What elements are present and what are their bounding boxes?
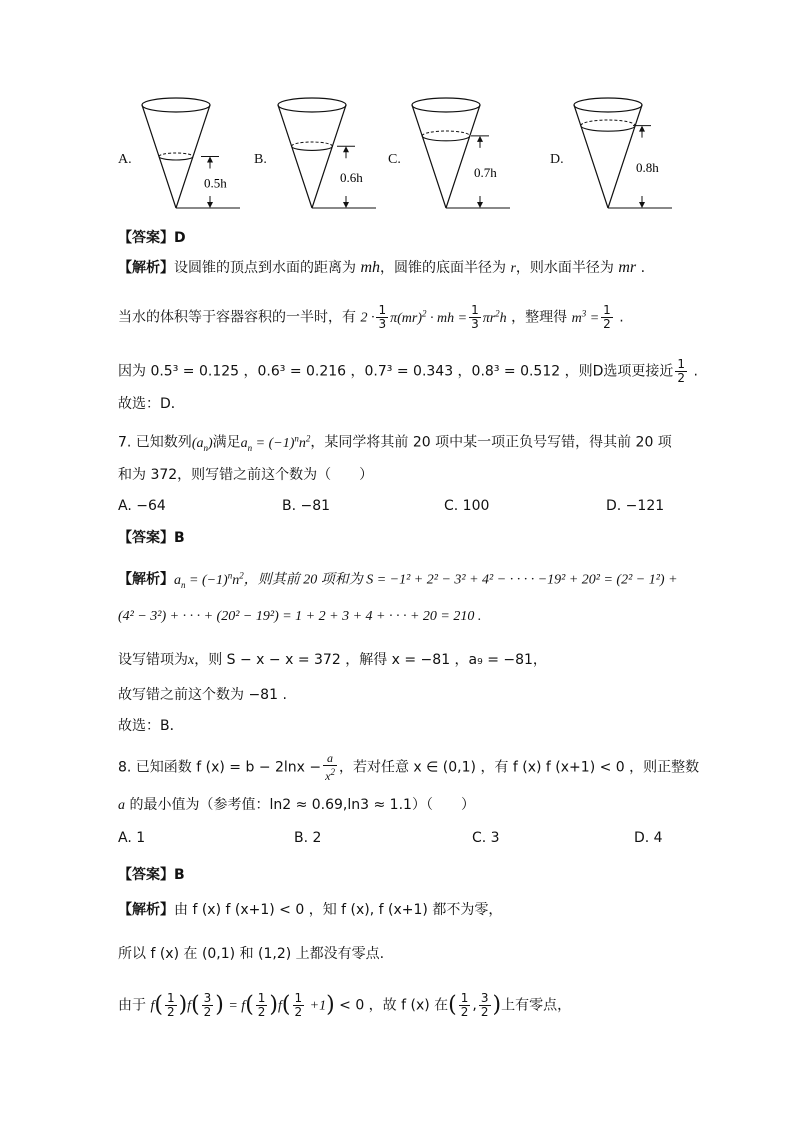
q6-l1b: ，圆锥的底面半径为 bbox=[380, 260, 507, 276]
q8-stem1b: ，若对任意 x ∈ (0,1) ，有 f (x) f (x+1) < 0 ，则正整数 bbox=[338, 759, 700, 776]
water-surface-back bbox=[292, 142, 333, 146]
q7-option-b: B. −81 bbox=[282, 498, 331, 514]
q6-l2b: ，整理得 bbox=[511, 309, 568, 326]
water-surface-back bbox=[581, 120, 635, 126]
height-label: 0.6h bbox=[340, 170, 363, 186]
q6-analysis-line2: 当水的体积等于容器容积的一半时，有 2 · $\frac{1}{3}$ π(mr)$^2$ · mh = $\frac{1}{3}$ $\pi r^2h$ ，整理得 $m^3$ = $\frac{1}{2}$ . bbox=[118, 303, 624, 332]
arrow-down-icon bbox=[477, 202, 483, 208]
arrow-down-icon bbox=[207, 202, 213, 208]
cone-rim bbox=[412, 98, 480, 112]
q8-stem-line1: 8. 已知函数 f (x) = b − 2lnx − $\frac{a}{x^2}$ ，若对任意 x ∈ (0,1) ，有 f (x) f (x+1) < 0 ，则正整数 bbox=[118, 751, 700, 783]
height-label: 0.5h bbox=[204, 175, 227, 191]
q8-answer: 【答案】B bbox=[118, 867, 185, 883]
q8-stem1a: 8. 已知函数 f (x) = b − 2lnx − bbox=[118, 759, 322, 776]
figure-d bbox=[550, 95, 710, 220]
water-surface-front bbox=[292, 146, 333, 150]
cone-side-right bbox=[446, 105, 480, 208]
q7-analysis-line4: 故写错之前这个数为 −81 . bbox=[118, 687, 287, 703]
cone-side-right bbox=[608, 105, 642, 208]
q6-analysis-tag: 【解析】 bbox=[118, 260, 174, 276]
q8-l3c: 上有零点， bbox=[501, 997, 572, 1014]
figure-d-letter: D. bbox=[550, 152, 564, 167]
cone-rim bbox=[278, 98, 346, 112]
q7-stem1a: 7. 已知数列 bbox=[118, 434, 192, 451]
q7-stem1b: 满足 bbox=[212, 434, 241, 451]
q8-l1a: 由 f (x) f (x+1) < 0 ，知 f (x), f (x+1) 都不为零， bbox=[174, 902, 503, 918]
figure-c-letter: C. bbox=[388, 152, 401, 167]
q6-analysis-line1: 【解析】设圆锥的顶点到水面的距离为 mh，圆锥的底面半径为 r，则水面半径为 mr . bbox=[118, 259, 646, 276]
q6-l1a: 设圆锥的顶点到水面的距离为 bbox=[174, 260, 356, 276]
q8-l3b: < 0 ，故 f (x) 在 bbox=[339, 997, 449, 1014]
q7-answer: 【答案】B bbox=[118, 530, 185, 546]
q6-l2a: 当水的体积等于容器容积的一半时，有 bbox=[118, 309, 356, 326]
q8-analysis-tag: 【解析】 bbox=[118, 902, 174, 918]
arrow-down-icon bbox=[343, 202, 349, 208]
q8-option-b: B. 2 bbox=[294, 830, 322, 846]
q8-analysis-line3: 由于 f( $\frac{1}{2}$ )f( $\frac{3}{2}$ ) = f( $\frac{1}{2}$ )f( $\frac{1}{2}$ +1) < 0 ，故 f (x) 在( $\frac{1}{2}$ , $\frac{3}{2}$ )上有零点， bbox=[118, 991, 572, 1019]
arrow-up-icon bbox=[639, 126, 645, 132]
figure-c bbox=[388, 95, 548, 220]
cone-rim bbox=[142, 98, 210, 112]
q7-analysis-line1: 【解析】$a_n = (-1)^nn^2$，则其前 20 项和为 S = −1² + 2² − 3² + 4² − · · · · −19² + 20² = (2² − 1²) + bbox=[118, 570, 678, 590]
q7-analysis-line2: (4² − 3²) + · · · + (20² − 19²) = 1 + 2 + 3 + 4 + · · · + 20 = 210 . bbox=[118, 609, 482, 624]
q7-options bbox=[118, 498, 678, 518]
q6-choose: 故选：D． bbox=[118, 396, 185, 412]
figure-b-letter: B. bbox=[254, 152, 267, 167]
water-surface-front bbox=[422, 136, 470, 141]
arrow-up-icon bbox=[207, 157, 213, 163]
q7-option-d: D. −121 bbox=[606, 498, 665, 514]
cone-rim bbox=[574, 98, 642, 112]
q7-l3b: ，则 S − x − x = 372 ，解得 x = −81 ，a₉ = −81， bbox=[194, 652, 547, 668]
q6-l1c: ，则水面半径为 bbox=[515, 260, 614, 276]
q8-l3a: 由于 bbox=[118, 997, 146, 1014]
q7-stem-line2: 和为 372，则写错之前这个数为（ ） bbox=[118, 467, 374, 483]
cone-diagram-b bbox=[276, 95, 386, 220]
cone-side-left bbox=[278, 105, 312, 208]
q7-l1: ，则其前 20 项和为 S = −1² + 2² − 3² + 4² − · · · · −19² + 20² = (2² − 1²) + bbox=[243, 572, 678, 588]
water-surface-front bbox=[581, 126, 635, 132]
q7-analysis-line3: 设写错项为x，则 S − x − x = 372 ，解得 x = −81 ，a₉ = −81， bbox=[118, 652, 547, 668]
q7-stem1c: ，某同学将其前 20 项中某一项正负号写错，得其前 20 项 bbox=[310, 434, 672, 451]
q8-stem-line2: a 的最小值为（参考值：ln2 ≈ 0.69,ln3 ≈ 1.1）（ ） bbox=[118, 797, 475, 813]
water-surface-back bbox=[159, 153, 193, 157]
q8-analysis-line2: 所以 f (x) 在 (0,1) 和 (1,2) 上都没有零点. bbox=[118, 946, 385, 962]
cone-diagram-d bbox=[572, 95, 682, 220]
q8-analysis-line1 bbox=[118, 900, 502, 920]
q6-analysis-line3: 因为 0.5³ = 0.125 ，0.6³ = 0.216 ，0.7³ = 0.343 ，0.8³ = 0.512 ，则D选项更接近 $\frac{1}{2}$ . bbox=[118, 357, 698, 385]
arrow-up-icon bbox=[343, 146, 349, 152]
height-label: 0.8h bbox=[636, 159, 659, 175]
water-surface-front bbox=[159, 157, 193, 161]
q7-analysis-tag: 【解析】 bbox=[118, 571, 174, 588]
q6-answer: 【答案】D bbox=[118, 230, 186, 246]
arrow-down-icon bbox=[639, 202, 645, 208]
cone-side-left bbox=[412, 105, 446, 208]
q7-stem-line1: 7. 已知数列$(a_n)$满足$a_n = (-1)^nn^2$，某同学将其前 20 项中某一项正负号写错，得其前 20 项 bbox=[118, 433, 672, 453]
cone-side-left bbox=[574, 105, 608, 208]
cone-figures bbox=[0, 95, 794, 220]
q8-option-a: A. 1 bbox=[118, 830, 146, 846]
q7-choose: 故选：B． bbox=[118, 718, 184, 734]
q7-option-c: C. 100 bbox=[444, 498, 490, 514]
cone-side-right bbox=[312, 105, 346, 208]
q8-stem2a: 的最小值为（参考值：ln2 ≈ 0.69,ln3 ≈ 1.1）（ ） bbox=[129, 797, 475, 813]
q7-option-a: A. −64 bbox=[118, 498, 166, 514]
figure-a-letter: A. bbox=[118, 152, 132, 167]
cone-diagram-a bbox=[140, 95, 250, 220]
q8-option-d: D. 4 bbox=[634, 830, 663, 846]
q6-l3: 因为 0.5³ = 0.125 ，0.6³ = 0.216 ，0.7³ = 0.343 ，0.8³ = 0.512 ，则D选项更接近 bbox=[118, 363, 674, 380]
cone-diagram-c bbox=[410, 95, 520, 220]
height-label: 0.7h bbox=[474, 164, 497, 180]
q7-l3a: 设写错项为 bbox=[118, 652, 188, 668]
q8-option-c: C. 3 bbox=[472, 830, 500, 846]
water-surface-back bbox=[422, 131, 470, 136]
arrow-up-icon bbox=[477, 136, 483, 142]
q8-options bbox=[118, 830, 678, 850]
